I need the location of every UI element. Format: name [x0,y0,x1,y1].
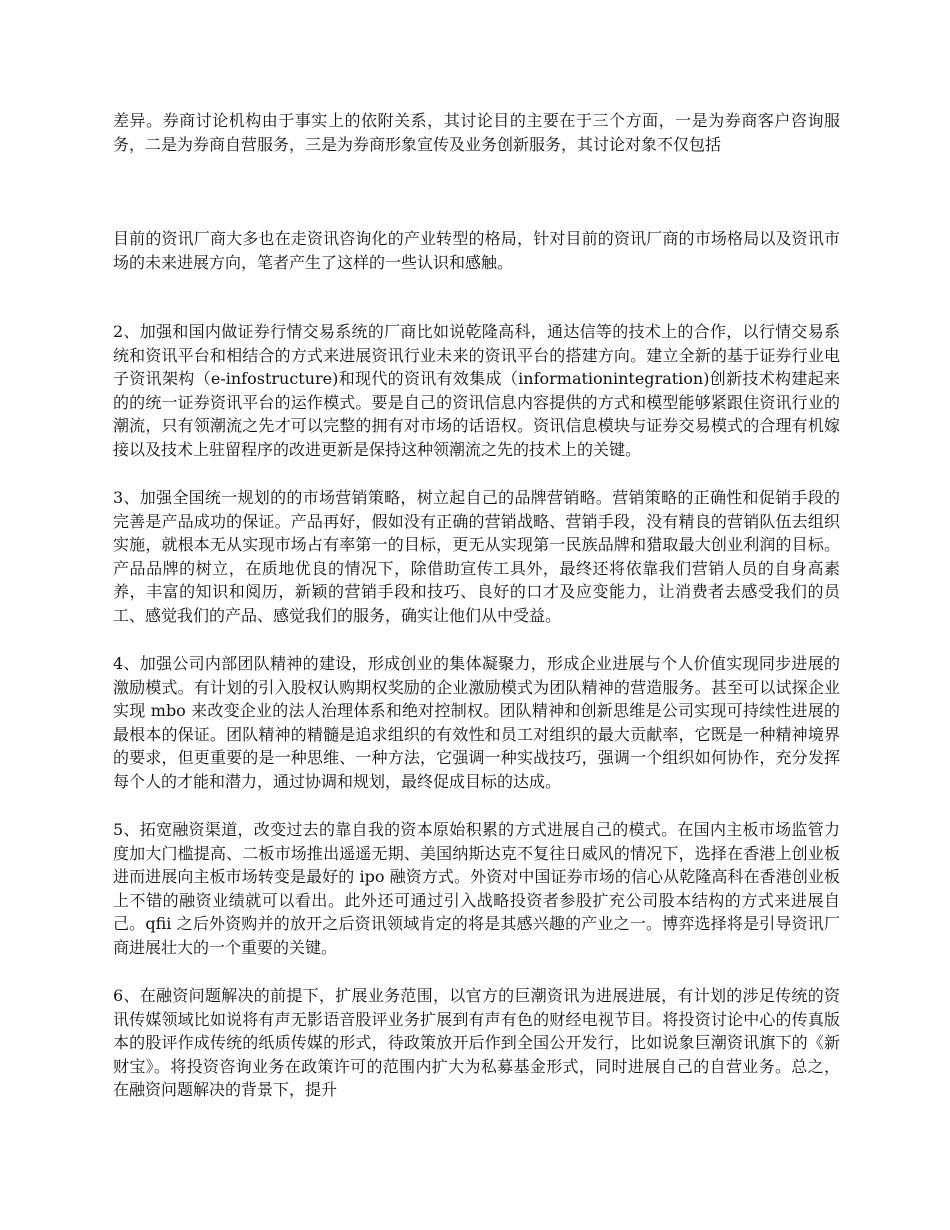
paragraph-point-6: 6、在融资问题解决的前提下，扩展业务范围，以官方的巨潮资讯为进展进展，有计划的涉足传统的资讯传媒领域比如说将有声无影语音股评业务扩展到有声有色的财经电视节目。将投资讨论中心的传真版本的股评作成传统的纸质传媒的形式，待政策放开后作到全国公开发行，比如说象巨潮资讯旗下的《新财宝》。将投资咨询业务在政策许可的范围内扩大为私募基金形式，同时进展自己的自营业务。总之，在融资问题解决的背景下，提升 [113,986,840,1099]
paragraph-point-3: 3、加强全国统一规划的的市场营销策略，树立起自己的品牌营销略。营销策略的正确性和促销手段的完善是产品成功的保证。产品再好，假如没有正确的营销战略、营销手段，没有精良的营销队伍去组织实施，就根本无从实现市场占有率第一的目标，更无从实现第一民族品牌和猎取最大创业利润的目标。产品品牌的树立，在质地优良的情况下，除借助宣传工具外，最终还将依靠我们营销人员的自身高素养，丰富的知识和阅历，新颖的营销手段和技巧、良好的口才及应变能力，让消费者去感受我们的员工、感觉我们的产品、感觉我们的服务，确实让他们从中受益。 [113,488,840,625]
paragraph-point-4: 4、加强公司内部团队精神的建设，形成创业的集体凝聚力，形成企业进展与个人价值实现同步进展的激励模式。有计划的引入股权认购期权奖励的企业激励模式为团队精神的营造服务。甚至可以试探企业实现 mbo 来改变企业的法人治理体系和绝对控制权。团队精神和创新思维是公司实现可持续性进展的最根本的保证。团队精神的精髓是追求组织的有效性和员工对组织的最大贡献率，它既是一种精神境界的要求，但更重要的是一种思维、一种方法，它强调一种实战技巧，强调一个组织如何协作，充分发挥每个人的才能和潜力，通过协调和规划，最终促成目标的达成。 [113,654,840,791]
paragraph-intro-continuation: 差异。券商讨论机构由于事实上的依附关系，其讨论目的主要在于三个方面，一是为券商客户咨询服务，二是为券商自营服务，三是为券商形象宣传及业务创新服务，其讨论对象不仅包括 [113,111,840,154]
paragraph-point-5: 5、拓宽融资渠道，改变过去的靠自我的资本原始积累的方式进展自己的模式。在国内主板市场监管力度加大门槛提高、二板市场推出遥遥无期、美国纳斯达克不复往日威风的情况下，选择在香港上创业板进而进展向主板市场转变是最好的 ipo 融资方式。外资对中国证券市场的信心从乾隆高科在香港创业板上不错的融资业绩就可以看出。此外还可通过引入战略投资者参股扩充公司股本结构的方式来进展自己。qfii 之后外资购并的放开之后资讯领域肯定的将是其感兴趣的产业之一。博弈选择将是引导资讯厂商进展壮大的一个重要的关键。 [113,820,840,957]
paragraph-context: 目前的资讯厂商大多也在走资讯咨询化的产业转型的格局，针对目前的资讯厂商的市场格局以及资讯市场的未来进展方向，笔者产生了这样的一些认识和感触。 [113,229,840,272]
paragraph-point-2: 2、加强和国内做证券行情交易系统的厂商比如说乾隆高科，通达信等的技术上的合作，以行情交易系统和资讯平台和相结合的方式来进展资讯行业未来的资讯平台的搭建方向。建立全新的基于证券行业电子资讯架构（e-infostructure)和现代的资讯有效集成（informationintegration)创新技术构建起来的的统一证券资讯平台的运作模式。要是自己的资讯信息内容提供的方式和模型能够紧跟住资讯行业的潮流，只有领潮流之先才可以完整的拥有对市场的话语权。资讯信息模块与证券交易模式的合理有机嫁接以及技术上驻留程序的改进更新是保持这种领潮流之先的技术上的关键。 [113,322,840,459]
